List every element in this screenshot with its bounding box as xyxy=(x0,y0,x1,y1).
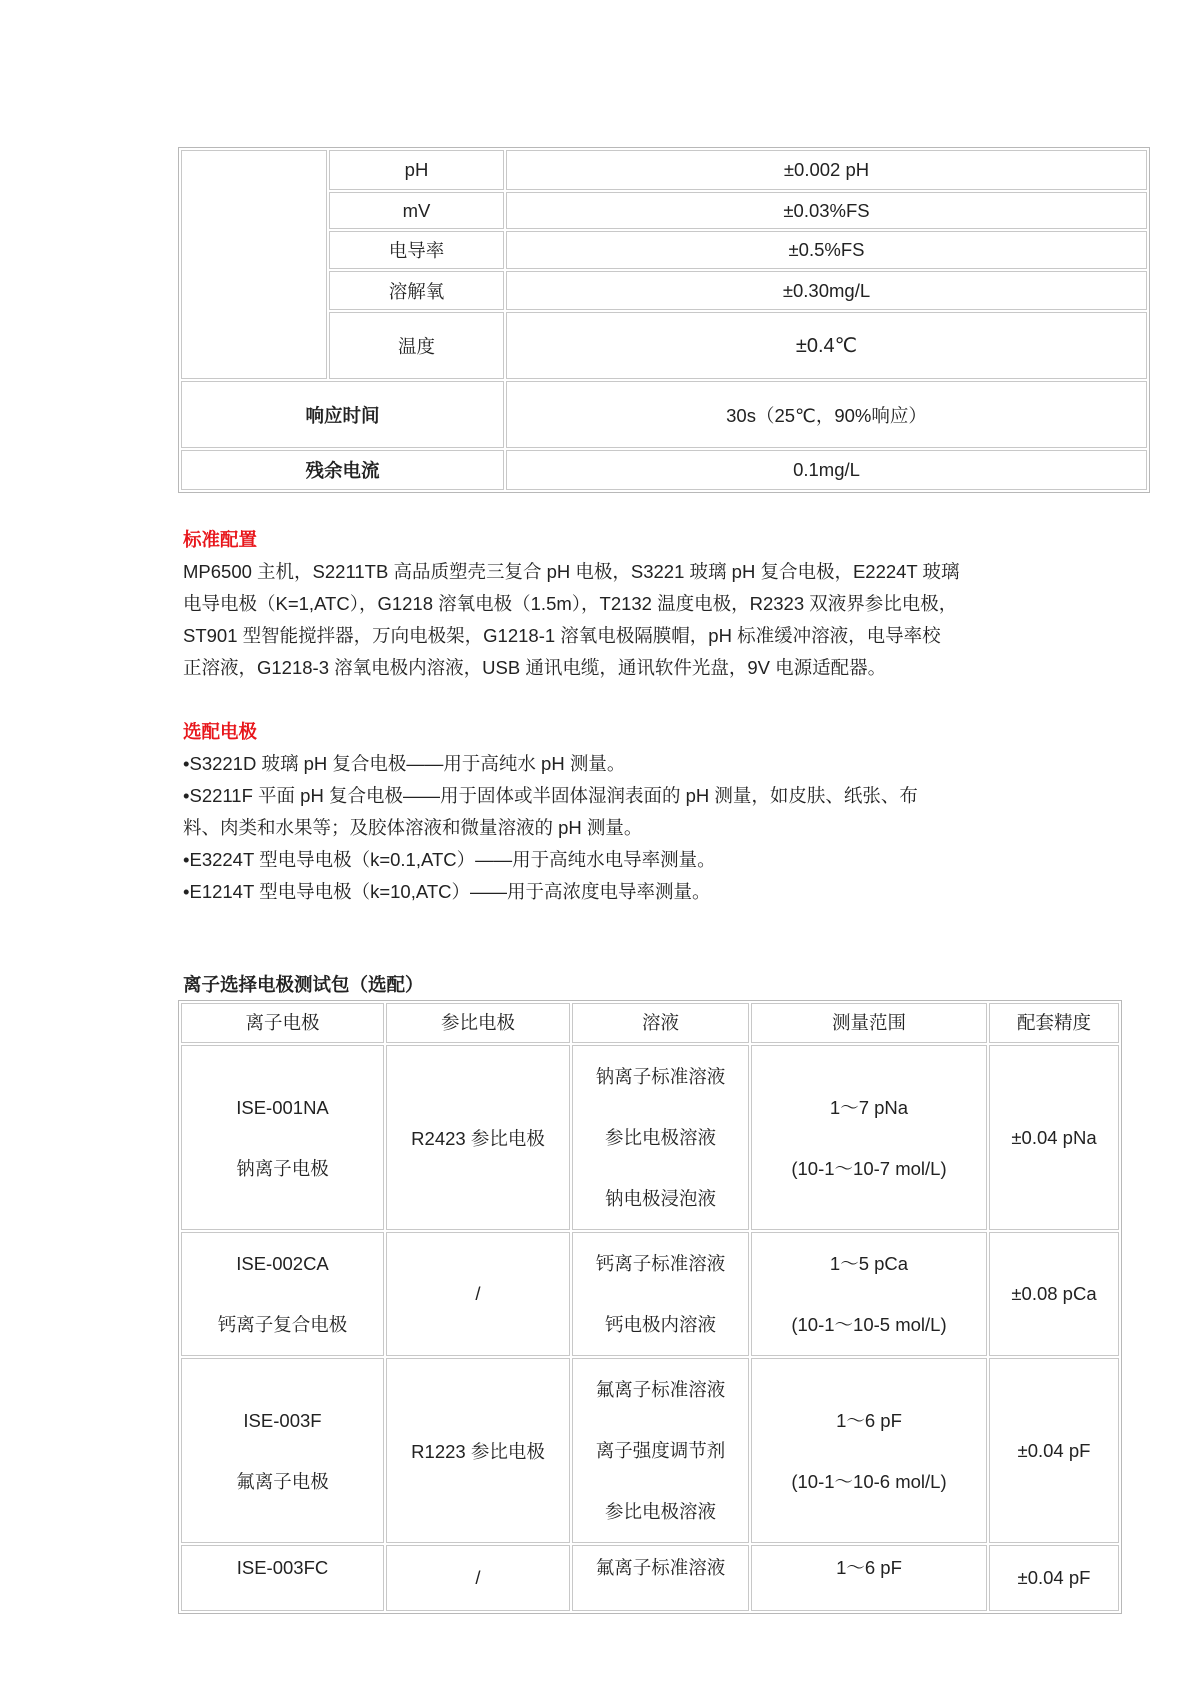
solution: 氟离子标准溶液 xyxy=(595,1379,726,1400)
solution: 钙离子标准溶液 xyxy=(595,1253,726,1274)
range-molar: (10-1～10-6 mol/L) xyxy=(791,1470,947,1492)
paragraph-line: MP6500 主机，S2211TB 高品质塑壳三复合 pH 电极，S3221 玻璃 pH 复合电极，E2224T 玻璃 xyxy=(183,561,960,582)
solution-cell xyxy=(572,1358,749,1543)
electrode-name: 钙离子复合电极 xyxy=(217,1314,348,1335)
spec-value: ±0.002 pH xyxy=(506,150,1147,190)
electrode-name: 氟离子电极 xyxy=(236,1470,329,1492)
spec-table xyxy=(178,147,1150,493)
spec-value: ±0.03%FS xyxy=(506,192,1147,229)
table-row xyxy=(181,1232,1119,1356)
range: 1～7 pNa xyxy=(829,1096,909,1118)
precision-cell: ±0.08 pCa xyxy=(989,1232,1119,1356)
reference-cell: / xyxy=(386,1232,570,1356)
precision-cell: ±0.04 pF xyxy=(989,1358,1119,1543)
response-time-value: 30s（25℃，90%响应） xyxy=(506,381,1147,448)
solution-cell xyxy=(572,1045,749,1230)
electrode-model: ISE-001NA xyxy=(236,1096,329,1118)
residual-current-label: 残余电流 xyxy=(181,450,504,490)
spec-label: 电导率 xyxy=(329,231,504,269)
paragraph-line: ST901 型智能搅拌器，万向电极架，G1218-1 溶氧电极隔膜帽，pH 标准缓冲溶液，电导率校 xyxy=(183,625,941,646)
standard-config-section xyxy=(183,524,1043,684)
precision-cell: ±0.04 pNa xyxy=(989,1045,1119,1230)
range-molar: (10-1～10-5 mol/L) xyxy=(791,1314,947,1335)
solution: 钠电极浸泡液 xyxy=(604,1188,716,1209)
table-row xyxy=(181,450,1147,490)
electrode-cell xyxy=(181,1545,384,1611)
electrode-model: ISE-003F xyxy=(243,1409,322,1431)
range-cell xyxy=(751,1358,987,1543)
paragraph-line: 电导电极（K=1,ATC），G1218 溶氧电极（1.5m），T2132 温度电极，R2323 双液界参比电极， xyxy=(183,593,958,614)
electrode-cell xyxy=(181,1358,384,1543)
table-row xyxy=(181,1545,1119,1611)
list-item: •S3221D 玻璃 pH 复合电极——用于高纯水 pH 测量。 xyxy=(183,753,626,774)
spec-label: 溶解氧 xyxy=(329,271,504,310)
section-heading: 标准配置 xyxy=(183,529,258,550)
range-cell xyxy=(751,1045,987,1230)
column-header: 溶液 xyxy=(572,1003,749,1043)
spec-value: ±0.5%FS xyxy=(506,231,1147,269)
solution-cell xyxy=(572,1545,749,1611)
list-item: •E1214T 型电导电极（k=10,ATC）——用于高浓度电导率测量。 xyxy=(183,881,711,902)
column-header: 参比电极 xyxy=(386,1003,570,1043)
table-row xyxy=(181,1358,1119,1543)
response-time-label: 响应时间 xyxy=(181,381,504,448)
ise-kit-table xyxy=(178,1000,1122,1614)
solution: 氟离子标准溶液 xyxy=(595,1557,726,1578)
solution: 钠离子标准溶液 xyxy=(595,1066,726,1087)
range: 1～6 pF xyxy=(836,1409,902,1431)
spec-label: mV xyxy=(329,192,504,229)
solution: 钙电极内溶液 xyxy=(604,1314,716,1335)
table-row xyxy=(181,1045,1119,1230)
table-row xyxy=(181,150,1147,190)
range-cell xyxy=(751,1232,987,1356)
blank-cell xyxy=(181,150,327,379)
electrode-cell xyxy=(181,1232,384,1356)
range: 1～6 pF xyxy=(836,1557,902,1578)
table-header-row xyxy=(181,1003,1119,1043)
electrode-model: ISE-002CA xyxy=(236,1253,329,1274)
solution: 参比电极溶液 xyxy=(604,1501,716,1522)
range-cell xyxy=(751,1545,987,1611)
list-item: •E3224T 型电导电极（k=0.1,ATC）——用于高纯水电导率测量。 xyxy=(183,849,716,870)
reference-cell: R2423 参比电极 xyxy=(386,1045,570,1230)
reference-cell: / xyxy=(386,1545,570,1611)
solution: 参比电极溶液 xyxy=(604,1127,716,1148)
electrode-cell xyxy=(181,1045,384,1230)
electrode-model: ISE-003FC xyxy=(236,1557,329,1578)
range: 1～5 pCa xyxy=(829,1253,909,1274)
column-header: 测量范围 xyxy=(751,1003,987,1043)
range-molar: (10-1～10-7 mol/L) xyxy=(791,1157,947,1179)
list-item: 料、肉类和水果等；及胶体溶液和微量溶液的 pH 测量。 xyxy=(183,817,643,838)
electrode-name: 钠离子电极 xyxy=(236,1157,329,1179)
residual-current-value: 0.1mg/L xyxy=(506,450,1147,490)
spec-label: 温度 xyxy=(329,312,504,379)
reference-cell: R1223 参比电极 xyxy=(386,1358,570,1543)
column-header: 配套精度 xyxy=(989,1003,1119,1043)
optional-electrodes-section xyxy=(183,716,1043,908)
spec-value: ±0.4℃ xyxy=(506,312,1147,379)
solution: 离子强度调节剂 xyxy=(595,1440,726,1461)
spec-value: ±0.30mg/L xyxy=(506,271,1147,310)
column-header: 离子电极 xyxy=(181,1003,384,1043)
spec-label: pH xyxy=(329,150,504,190)
list-item: •S2211F 平面 pH 复合电极——用于固体或半固体湿润表面的 pH 测量，如皮肤、纸张、布 xyxy=(183,785,918,806)
solution-cell xyxy=(572,1232,749,1356)
table-row xyxy=(181,381,1147,448)
precision-cell: ±0.04 pF xyxy=(989,1545,1119,1611)
paragraph-line: 正溶液，G1218-3 溶氧电极内溶液，USB 通讯电缆，通讯软件光盘，9V 电源适配器。 xyxy=(183,657,887,678)
section-heading: 选配电极 xyxy=(183,721,258,742)
ise-kit-title: 离子选择电极测试包（选配） xyxy=(183,974,424,995)
